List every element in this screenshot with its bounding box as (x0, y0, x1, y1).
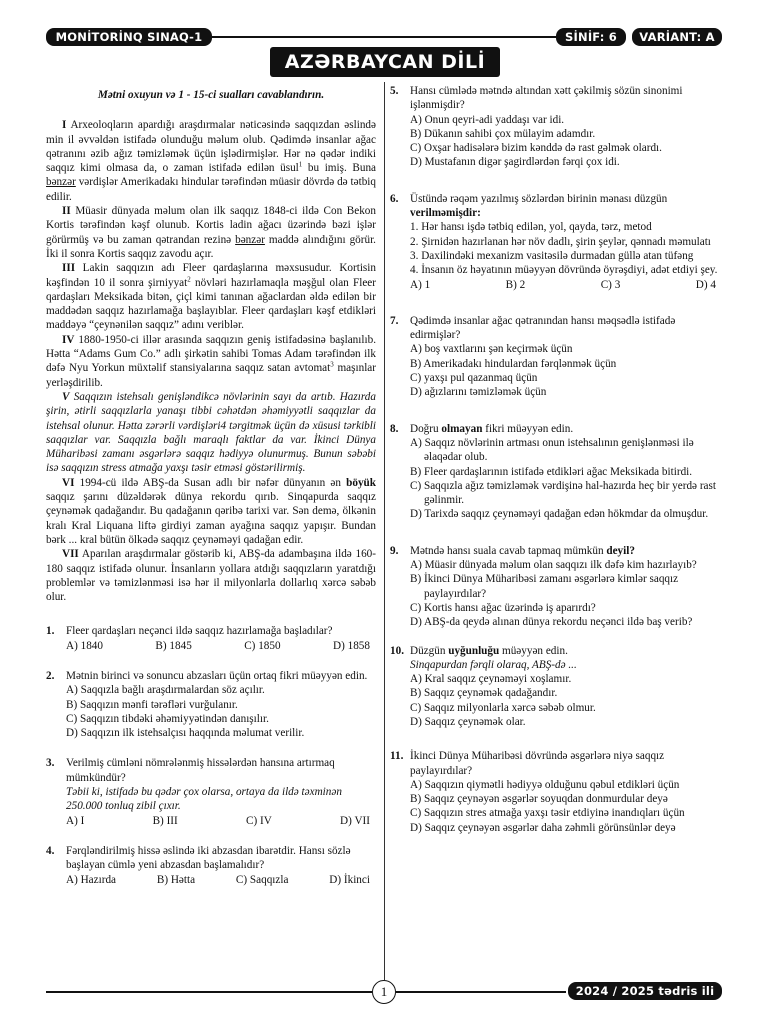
answer-option[interactable]: C) IV (246, 814, 272, 827)
reading-instruction: Mətni oxuyun və 1 - 15-ci sualları cavablandırın. (97, 89, 325, 101)
answer-option[interactable]: D) ABŞ-da qeydə alınan dünya rekordu neçənci ildə baş verib? (410, 616, 693, 629)
answer-option[interactable]: A) 1 (410, 278, 431, 291)
answer-option[interactable]: C) Saqqızla (235, 873, 289, 886)
grade-badge: SİNİF: 6 (556, 28, 626, 46)
paragraph-4: IV 1880-1950-ci illər arasında saqqızın geniş istifadəsinə başlanılıb. Hətta “Adams Gum Co.” adlı şirkətin sahibi Tomas Adam tərəfindən ilk dəfə Nyu Yorkun müxtəlif stansiyalarına saqqız satan avtomat$^3$ maşınlar yerləşdirilib. (46, 333, 376, 389)
paragraph-5-highlighted: V Saqqızın istehsalı genişləndikcə növlərinin sayı da artıb. Hazırda şirin, ətirli saqqızlarla yanaşı tibbi cəhətdən əhəmiyyətli saqqızlar da istehsal olunur. Hətta zərərli vərdişləri4 tərgitmək üçün də xüsusi tərkibli saqqızlar var. Saqqızla bağlı maraqlı faktlar da var. İkinci Dünya Müharibəsi zamanı əsgərlərə saqqız hədiyyə olunurmuş. Bunun səbəbi isə saqqızın stress atmağa yaxşı təsir etməsi göstərilirmiş. (46, 390, 376, 475)
answer-option[interactable]: A) Saqqızla bağlı araşdırmalardan söz açılır. (66, 684, 265, 697)
question-5: 5. Hansı cümlədə mətndə altından xətt çəkilmiş sözün sinonimi işlənmişdir? A) Onun qeyri-adi yaddaşı var idi. B) Dükanın sahibi çox mülayim adamdır. C) Oxşar hadisələrə bizim kənddə də rast gəlmək olardı. D) Mustafanın digər şagirdlərdən fərqi çox idi. (390, 84, 722, 170)
answer-row (66, 814, 376, 828)
answer-row (66, 639, 376, 653)
answer-option[interactable]: D) Tarixdə saqqız çeynəməyi qadağan edən hökmdar da olmuşdur. (410, 508, 709, 521)
question-7: 7. Qədimdə insanlar ağac qətranından hansı məqsədlə istifadə edirmişlər? A) boş vaxtlarını şən keçirmək üçün B) Amerikadakı hindulardan fərqlənmək üçün C) yaxşı pul qazanmaq üçün D) ağızlarını təmizləmək üçün (390, 314, 722, 400)
question-stem: Mətndə hansı suala cavab tapmaq mümkün deyil? (410, 544, 635, 557)
answer-option[interactable]: B) Amerikadakı hindulardan fərqlənmək üçün (410, 357, 617, 370)
definition-item: 2. Şirnidən hazırlanan hər növ dadlı, şirin şeylər, qənnadı məmulatı (410, 235, 711, 248)
question-3: 3. Verilmiş cümləni nömrələnmiş hissələrdən hansına artırmaq mümkündür? Təbii ki, istifadə bu qədər çox olarsa, ortaya da ildə təxminən 250.000 tonluq zibil çıxır. A) I B) III C) IV D) VII (46, 756, 376, 827)
paragraph-7: VII Aparılan araşdırmalar göstərib ki, ABŞ-da adambaşına ildə 160-180 saqqız istifadə olunur. İnsanların yollara atdığı saqqızların yaratdığı problemlər və təmizlənməsi isə hər il milyonlarla dollarlıq xərcə səbəb olur. (46, 548, 376, 604)
question-stem: Fleer qardaşları neçənci ildə saqqız hazırlamağa başladılar? (66, 625, 333, 638)
question-4: 4. Fərqləndirilmiş hissə əslində iki abzasdan ibarətdir. Hansı sözlə başlayan cümlə yeni abzasdan başlamalıdır? A) Hazırda B) Hətta C) Saqqızla D) İkinci (46, 844, 376, 887)
answer-option[interactable]: B) Saqqızın mənfi tərəfləri vurğulanır. (66, 698, 238, 711)
variant-badge: VARİANT: A (632, 28, 722, 46)
paragraph-6: VI 1994-cü ildə ABŞ-da Susan adlı bir nəfər dünyanın ən böyük saqqız şarını düzəldərək dünya rekordu qırıb. Sinqapurda saqqız çeynəmək qadağandır. Bu qadağanın qəribə tarixi var. Sən demə, ölkənin kralı Kral Liquana liftə girdiyi zaman ayağına saqqız yapışır. Bundan bərk ... kral bütün ölkədə saqqız çeynəməyi qadağan edir. (46, 476, 376, 546)
answer-option[interactable]: C) Saqqızın tibdəki əhəmiyyətindən danışılır. (66, 712, 269, 725)
answer-option[interactable]: D) Saqqız çeynəmək olar. (410, 715, 526, 728)
page-number: 1 (372, 980, 396, 1004)
answer-option[interactable]: C) Saqqızın stres atmağa yaxşı təsir etdiyinə inandıqları üçün (410, 807, 685, 820)
question-stem: Qədimdə insanlar ağac qətranından hansı məqsədlə istifadə edirmişlər? (410, 314, 676, 342)
answer-option[interactable]: B) 2 (505, 278, 526, 291)
answer-row (410, 278, 722, 292)
question-10: 10. Düzgün uyğunluğu müəyyən edin. Sinqapurdan fərqli olaraq, ABŞ-də ... A) Kral saqqız çeynəməyi xoşlamır. B) Saqqız çeynəmək qadağandır. C) Saqqız milyonlarla xərcə səbəb olmur. D) Saqqız çeynəmək olar. (390, 644, 722, 730)
answer-option[interactable]: B) Saqqız çeynəyən əsgərlər soyuqdan donmurdular deyə (410, 793, 668, 806)
answer-option[interactable]: B) 1845 (155, 639, 192, 652)
question-stem: Fərqləndirilmiş hissə əslində iki abzasdan ibarətdir. Hansı sözlə başlayan cümlə yeni abzasdan başlamalıdır? (66, 844, 351, 872)
question-stem: Üstündə rəqəm yazılmış sözlərdən birinin mənası düzgün verilməmişdir: (410, 192, 668, 220)
answer-option[interactable]: B) İkinci Dünya Müharibəsi zamanı əsgərlərə kimlər saqqız paylayırdılar? (410, 573, 679, 600)
question-8: 8. Doğru olmayan fikri müəyyən edin. A) Saqqız növlərinin artması onun istehsalının genişlənməsi ilə əlaqədar olub. B) Fleer qardaşlarının istifadə etdikləri ağac Meksikada bitirdi. C) Saqqızla ağız təmizləmək vərdişinə hal-hazırda heç bir yerdə rast gəlinmir. D) Tarixdə saqqız çeynəməyi qadağan edən hökmdar da olmuşdur. (390, 422, 722, 522)
answer-option[interactable]: A) I (66, 814, 85, 827)
answer-option[interactable]: A) Saqqız növlərinin artması onun istehsalının genişlənməsi ilə əlaqədar olub. (410, 436, 694, 464)
question-stem: Doğru olmayan fikri müəyyən edin. (410, 422, 574, 435)
answer-option[interactable]: C) Saqqız milyonlarla xərcə səbəb olmur. (410, 701, 596, 714)
answer-option[interactable]: D) ağızlarını təmizləmək üçün (410, 386, 547, 399)
answer-option[interactable]: D) 4 (695, 278, 716, 291)
answer-option[interactable]: D) Mustafanın digər şagirdlərdən fərqi çox idi. (410, 156, 620, 169)
question-1: 1. Fleer qardaşları neçənci ildə saqqız hazırlamağa başladılar? A) 1840 B) 1845 C) 1850 D) 1858 (46, 624, 376, 653)
answer-option[interactable]: D) İkinci (329, 873, 370, 886)
answer-option[interactable]: C) yaxşı pul qazanmaq üçün (410, 372, 538, 385)
answer-option[interactable]: A) Hazırda (66, 873, 117, 886)
answer-option[interactable]: B) III (152, 814, 178, 827)
column-divider (384, 82, 385, 980)
answer-option[interactable]: A) boş vaxtlarını şən keçirmək üçün (410, 343, 573, 356)
answer-option[interactable]: C) 1850 (244, 639, 281, 652)
left-column (46, 88, 376, 887)
answer-option[interactable]: C) Kortis hansı ağac üzərində iş aparırdı? (410, 601, 596, 614)
answer-option[interactable]: B) Fleer qardaşlarının istifadə etdikləri ağac Meksikada bitirdi. (410, 465, 693, 478)
definition-item: 3. Daxilindəki mexanizm vasitəsilə durmadan güllə atan tüfəng (410, 249, 694, 262)
answer-option[interactable]: D) Saqqız çeynəyən əsgərlər daha zəhmli görünsünlər deyə (410, 821, 676, 834)
question-quote: Sinqapurdan fərqli olaraq, ABŞ-də ... (410, 658, 577, 671)
question-quote: Təbii ki, istifadə bu qədər çox olarsa, ortaya da ildə təxminən 250.000 tonluq zibil çıxır. (66, 786, 342, 813)
header-rule (212, 36, 556, 38)
answer-option[interactable]: D) Saqqızın ilk istehsalçısı haqqında məlumat verilir. (66, 727, 305, 740)
question-stem: Verilmiş cümləni nömrələnmiş hissələrdən hansına artırmaq mümkündür? (66, 757, 335, 784)
answer-option[interactable]: B) Hətta (156, 873, 196, 886)
answer-option[interactable]: A) Müasir dünyada məlum olan saqqızı ilk dəfə kim hazırlayıb? (410, 559, 697, 572)
question-6: 6. Üstündə rəqəm yazılmış sözlərdən birinin mənası düzgün verilməmişdir: 1. Hər hansı işdə tətbiq edilən, yol, qayda, tərz, metod 2. Şirnidən hazırlanan hər növ dadlı, şirin şeylər, qənnadı məmulatı 3. Daxilindəki mexanizm vasitəsilə durmadan güllə atan tüfəng 4. İnsanın öz həyatının müəyyən dövründə öyrəşdiyi, adət etdiyi şey. A) 1 B) 2 C) 3 D) 4 (390, 192, 722, 292)
answer-row (66, 873, 376, 887)
subject-title: AZƏRBAYCAN DİLİ (270, 47, 500, 77)
footer-rule (396, 991, 566, 993)
answer-option[interactable]: C) Oxşar hadisələrə bizim kənddə də rast gəlmək olardı. (410, 142, 662, 155)
question-11: 11. İkinci Dünya Müharibəsi dövründə əsgərlərə niyə saqqız paylayırdılar? A) Saqqızın qiymətli hədiyyə olduğunu qəbul etdikləri üçün B) Saqqız çeynəyən əsgərlər soyuqdan donmurdular deyə C) Saqqızın stres atmağa yaxşı təsir etdiyinə inandıqları üçün D) Saqqız çeynəyən əsgərlər daha zəhmli görünsünlər deyə (390, 749, 722, 835)
question-2: 2. Mətnin birinci və sonuncu abzasları üçün ortaq fikri müəyyən edin. A) Saqqızla bağlı araşdırmalardan söz açılır. B) Saqqızın mənfi tərəfləri vurğulanır. C) Saqqızın tibdəki əhəmiyyətindən danışılır. D) Saqqızın ilk istehsalçısı haqqında məlumat verilir. (46, 669, 376, 740)
paragraph-1: I Arxeoloqların apardığı araşdırmalar nəticəsində saqqızdan əslində min il əvvəldən istifadə olunduğu məlum olub. Qədimdə insanlar ağac qətranını əzib ağız təmizləmək üçün işlədirmişlər. Hər nə qədər indiki saqqız kimi olmasa da, o zaman istifadə edilən üsul$^1$ bu imiş. Buna bənzər vərdişlər Amerikadakı hindular tərəfindən müasir dövrdə də tətbiq edilir. (46, 119, 377, 203)
academic-year-badge: 2024 / 2025 tədris ili (568, 982, 722, 1000)
answer-option[interactable]: A) 1840 (66, 639, 103, 652)
answer-option[interactable]: D) 1858 (333, 639, 370, 652)
answer-option[interactable]: A) Kral saqqız çeynəməyi xoşlamır. (410, 673, 572, 686)
answer-option[interactable]: C) 3 (600, 278, 621, 291)
right-column (390, 84, 722, 835)
answer-option[interactable]: A) Onun qeyri-adi yaddaşı var idi. (410, 113, 565, 126)
question-stem: Mətnin birinci və sonuncu abzasları üçün ortaq fikri müəyyən edin. (66, 669, 368, 682)
question-stem: Hansı cümlədə mətndə altından xətt çəkilmiş sözün sinonimi işlənmişdir? (410, 85, 683, 112)
definition-item: 4. İnsanın öz həyatının müəyyən dövründə öyrəşdiyi, adət etdiyi şey. (410, 264, 718, 277)
question-stem: İkinci Dünya Müharibəsi dövründə əsgərlərə niyə saqqız paylayırdılar? (410, 750, 665, 777)
answer-option[interactable]: B) Dükanın sahibi çox mülayim adamdır. (410, 127, 596, 140)
paragraph-2: II Müasir dünyada məlum olan ilk saqqız 1848-ci ildə Con Bekon Kortis tərəfindən kəşf olunub. Kortis ladin ağacı üzərində bəzi işlər görürmüş və bu zaman qətrandan rezinə bənzər maddə alındığını görür. İki il sonra Kortis saqqız zavodu açır. (46, 205, 376, 260)
question-stem: Düzgün uyğunluğu müəyyən edin. (410, 644, 568, 657)
answer-option[interactable]: D) VII (340, 814, 370, 827)
paragraph-3: III Lakin saqqızın adı Fleer qardaşlarına məxsusudur. Kortisin kəşfindən 10 il sonra şirniyyat$^2$ növləri hazırlamaqla məşğul olan Fleer qardaşları Meksikada bitən, çiçl kimi tanınan ağaclardan əldə edilən bir maddədən saqqız hazırlamağa başlayıblar. Fleer qardaşları kəşf etdikləri maddəyə “çeynənilən saqqız” adını veriblər. (46, 262, 377, 332)
answer-option[interactable]: C) Saqqızla ağız təmizləmək vərdişinə hal-hazırda heç bir yerdə rast gəlinmir. (410, 479, 716, 507)
exam-title-badge: MONİTORİNQ SINAQ-1 (46, 28, 212, 46)
definition-item: 1. Hər hansı işdə tətbiq edilən, yol, qayda, tərz, metod (410, 221, 652, 234)
answer-option[interactable]: A) Saqqızın qiymətli hədiyyə olduğunu qəbul etdikləri üçün (410, 778, 680, 791)
question-9: 9. Mətndə hansı suala cavab tapmaq mümkün deyil? A) Müasir dünyada məlum olan saqqızı ilk dəfə kim hazırlayıb? B) İkinci Dünya Müharibəsi zamanı əsgərlərə kimlər saqqız paylayırdılar? C) Kortis hansı ağac üzərində iş aparırdı? D) ABŞ-da qeydə alınan dünya rekordu neçənci ildə baş verib? (390, 544, 722, 630)
answer-option[interactable]: B) Saqqız çeynəmək qadağandır. (410, 687, 558, 700)
footer-rule (46, 991, 372, 993)
